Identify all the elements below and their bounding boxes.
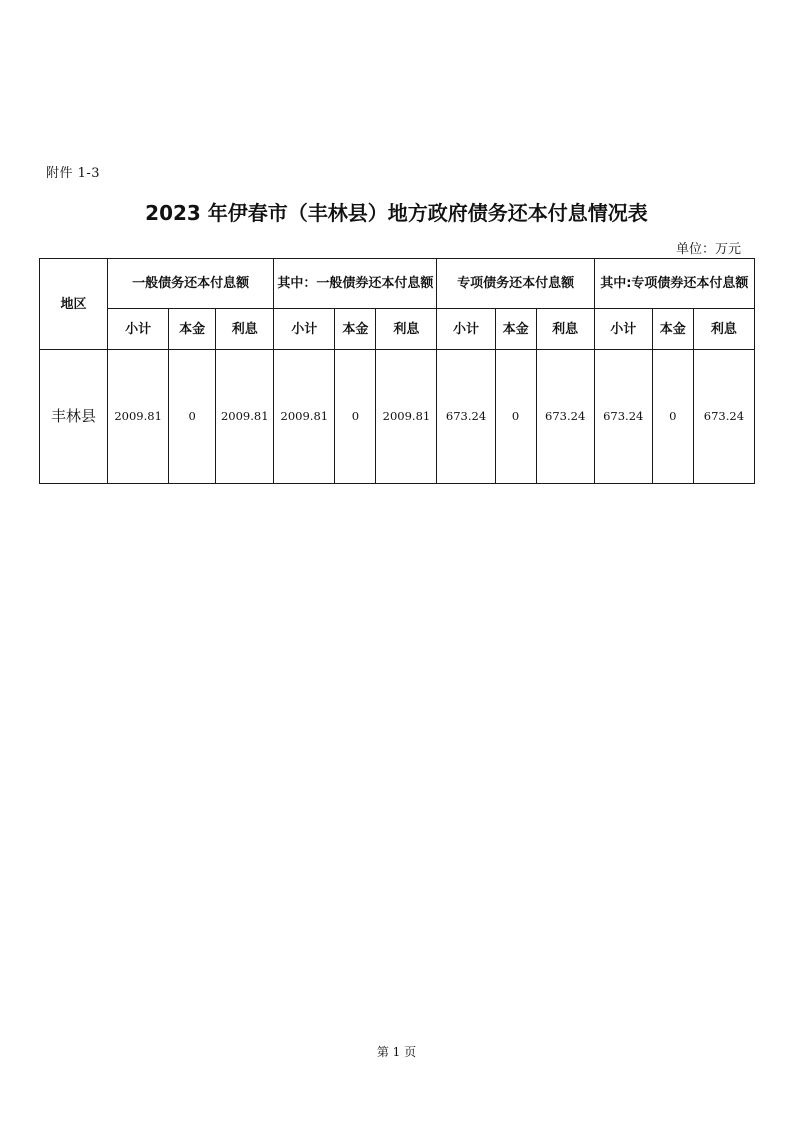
group-header-general-debt: 一般债务还本付息额 [108, 259, 274, 309]
unit-label: 单位：万元 [675, 242, 741, 257]
value-cell: 2009.81 [108, 350, 169, 484]
table-row [40, 350, 755, 484]
value-cell: 673.24 [693, 350, 754, 484]
group-header-special-bonds: 其中:专项债券还本付息额 [594, 259, 754, 309]
value-cell: 0 [652, 350, 693, 484]
subheader-principal: 本金 [495, 309, 536, 350]
subheader-subtotal: 小计 [594, 309, 652, 350]
value-cell: 0 [495, 350, 536, 484]
subheader-principal: 本金 [652, 309, 693, 350]
subheader-subtotal: 小计 [274, 309, 335, 350]
value-cell: 0 [335, 350, 376, 484]
subheader-interest: 利息 [693, 309, 754, 350]
region-header: 地区 [40, 259, 108, 350]
attachment-label: 附件 1-3 [46, 166, 101, 181]
value-cell: 0 [169, 350, 216, 484]
value-cell: 2009.81 [274, 350, 335, 484]
subheader-subtotal: 小计 [437, 309, 495, 350]
subheader-subtotal: 小计 [108, 309, 169, 350]
subheader-interest: 利息 [216, 309, 274, 350]
document-title: 2023 年伊春市（丰林县）地方政府债务还本付息情况表 [145, 201, 648, 225]
subheader-principal: 本金 [335, 309, 376, 350]
value-cell: 673.24 [594, 350, 652, 484]
subheader-interest: 利息 [376, 309, 437, 350]
table-subheader-row [40, 309, 755, 350]
table-header-row [40, 259, 755, 309]
debt-table [39, 258, 755, 484]
subheader-principal: 本金 [169, 309, 216, 350]
subheader-interest: 利息 [536, 309, 594, 350]
value-cell: 673.24 [437, 350, 495, 484]
value-cell: 2009.81 [376, 350, 437, 484]
page-number: 第 1 页 [376, 1045, 417, 1059]
region-cell: 丰林县 [40, 350, 108, 484]
group-header-special-debt: 专项债务还本付息额 [437, 259, 594, 309]
group-header-general-bonds: 其中：一般债券还本付息额 [274, 259, 437, 309]
value-cell: 673.24 [536, 350, 594, 484]
value-cell: 2009.81 [216, 350, 274, 484]
